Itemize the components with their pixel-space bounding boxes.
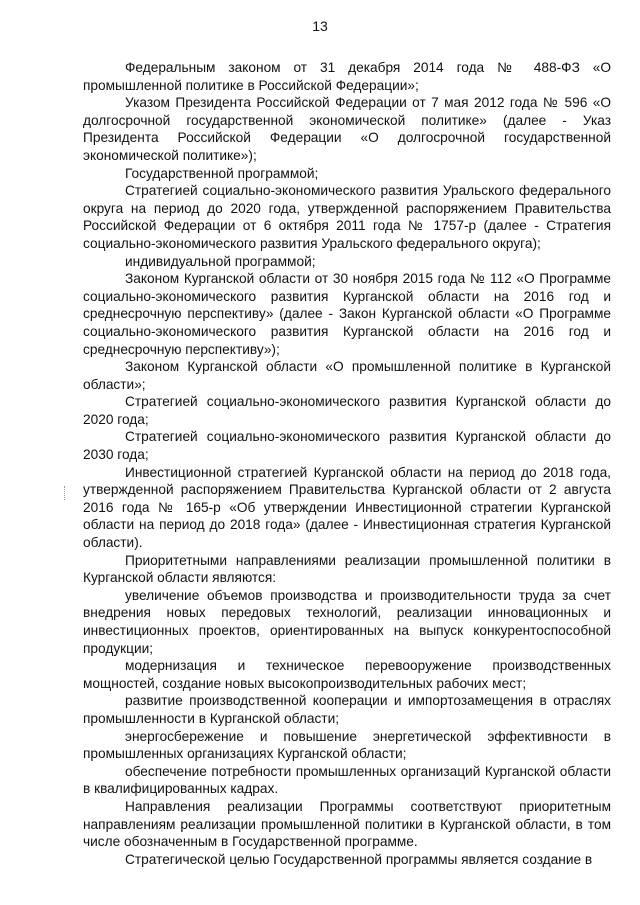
paragraph-strategic-goal: Стратегической целью Государственной программы является создание в bbox=[125, 851, 593, 867]
paragraph-presidential-decree: Указом Президента Российской Федерации от 7 мая 2012 года № 596 «О долгосрочной государственной экономической политике» (далее - Указ Президента Российской Федерации «О долгосрочной государственной экономической политике»); bbox=[83, 95, 611, 163]
paragraph-strategy-2020: Стратегией социально-экономического развития Курганской области до 2020 года; bbox=[83, 394, 611, 427]
paragraph-individual-program: индивидуальной программой; bbox=[125, 253, 316, 269]
paragraph-ural-strategy: Стратегией социально-экономического развития Уральского федерального округа на период до 2020 года, утвержденной распоряжением Правительства Российской Федерации от 6 октября 2011 года № 1757-р (далее - Стратегия социально-экономического развития Уральского федерального округа); bbox=[83, 183, 611, 251]
paragraph-priority-cooperation: развитие производственной кооперации и импортозамещения в отраслях промышленности в Курганской области; bbox=[83, 693, 611, 726]
paragraph-priorities-intro: Приоритетными направлениями реализации промышленной политики в Курганской области являются: bbox=[83, 552, 611, 586]
paragraph-kurgan-law-program: Законом Курганской области от 30 ноября 2015 года № 112 «О Программе социально-экономического развития Курганской области на 2016 год и среднесрочную перспективу» (далее - Закон Курганской области «О Программе социально-экономического развития Курганской области на 2016 год и среднесрочную перспективу»); bbox=[83, 271, 611, 357]
scan-mark bbox=[64, 486, 67, 500]
paragraph-investment-strategy: Инвестиционной стратегией Курганской области на период до 2018 года, утвержденной распоряжением Правительства Курганской области от 2 августа 2016 года № 165-р «Об утверждении Инвестиционной стратегии Курганской области на период до 2018 года» (далее - Инвестиционная стратегия Курганской области). bbox=[83, 464, 611, 551]
paragraph-priority-modernization: модернизация и техническое перевооружение производственных мощностей, создание новых высокопроизводительных рабочих мест; bbox=[83, 658, 611, 691]
paragraph-strategy-2030: Стратегией социально-экономического развития Курганской области до 2030 года; bbox=[83, 429, 611, 463]
paragraph-federal-law: Федеральным законом от 31 декабря 2014 года № 488-ФЗ «О промышленной политике в Российской Федерации»; bbox=[83, 60, 611, 93]
paragraph-state-program: Государственной программой; bbox=[125, 165, 319, 181]
paragraph-priority-personnel: обеспечение потребности промышленных организаций Курганской области в квалифицированных кадрах. bbox=[83, 763, 611, 797]
page-number: 13 bbox=[312, 18, 328, 34]
document-body bbox=[83, 59, 611, 868]
paragraph-priority-energy: энергосбережение и повышение энергетической эффективности в промышленных организациях Курганской области; bbox=[83, 728, 611, 762]
paragraph-kurgan-law-industrial: Законом Курганской области «О промышленной политике в Курганской области»; bbox=[83, 359, 611, 392]
paragraph-priority-growth: увеличение объемов производства и производительности труда за счет внедрения новых передовых технологий, реализации инновационных и инвестиционных проектов, ориентированных на выпуск конкурентоспособной продукции; bbox=[83, 587, 611, 656]
paragraph-program-directions: Направления реализации Программы соответствуют приоритетным направлениям реализации промышленной политики в Курганской области, в том числе обозначенным в Государственной программе. bbox=[83, 798, 611, 850]
